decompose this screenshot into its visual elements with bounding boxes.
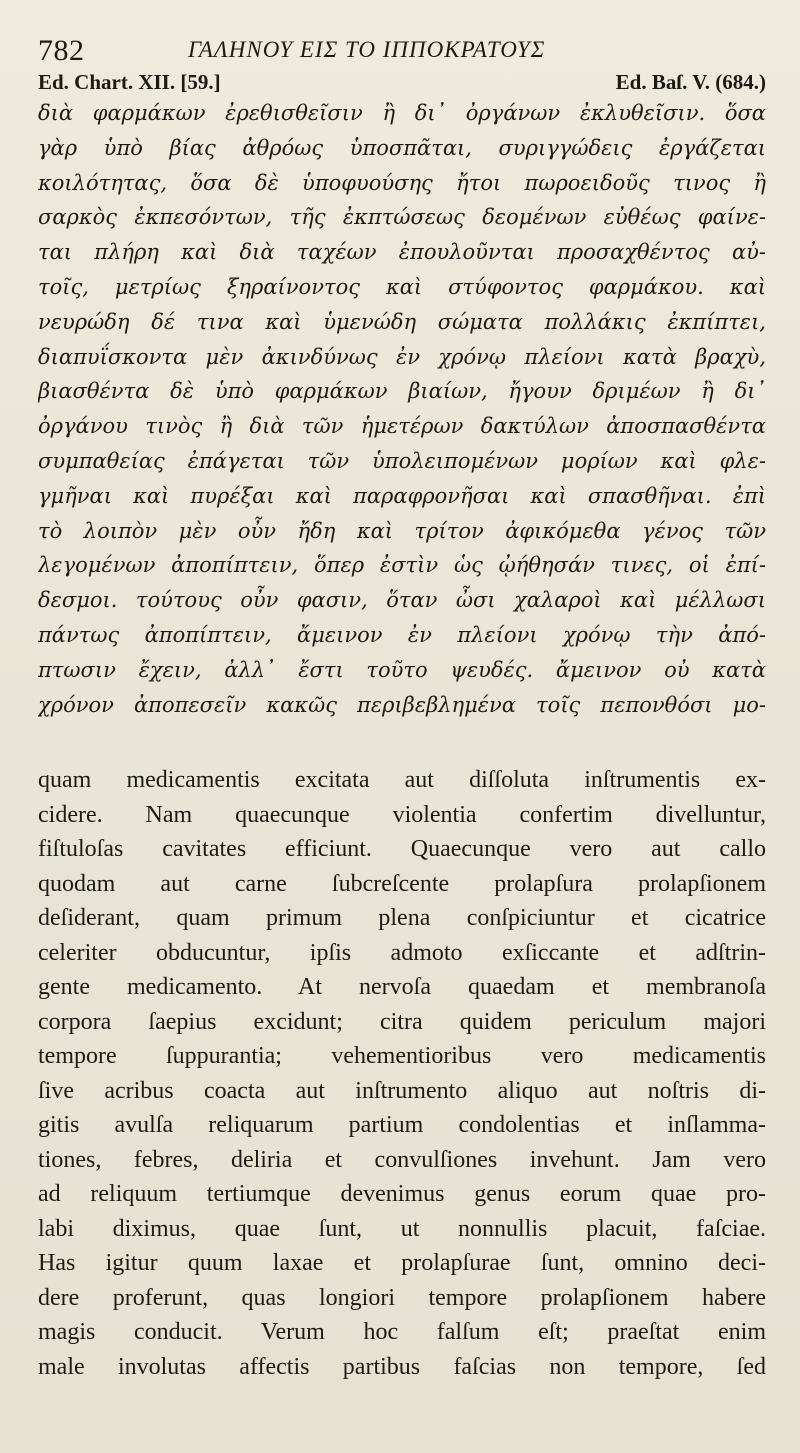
greek-line: γμῆναι καὶ πυρέξαι καὶ παραφρονῆσαι καὶ σπασθῆναι. ἐπὶ (38, 483, 766, 508)
greek-line: σαρκὸς ἐκπεσόντων, τῆς ἐκπτώσεως δεομένων εὐθέως φαίνε- (38, 205, 766, 230)
page-header (38, 28, 766, 68)
latin-line: labi diximus, quae ſunt, ut nonnullis placuit, faſciae. (38, 1215, 766, 1242)
greek-line: γὰρ ὑπὸ βίας ἀθρόως ὑποσπᾶται, συριγγώδεις ἐργάζεται (38, 135, 766, 160)
latin-line: magis conducit. Verum hoc falſum eſt; praeſtat enim (38, 1319, 766, 1346)
latin-line: tempore ſuppurantia; vehementioribus vero medicamentis (38, 1043, 766, 1070)
latin-line: male involutas affectis partibus faſcias non tempore, ſed (38, 1353, 766, 1380)
greek-line: ται πλήρη καὶ διὰ ταχέων ἐπουλοῦνται προσαχθέντος αὐ- (38, 240, 766, 265)
greek-line: πτωσιν ἔχειν, ἀλλ᾽ ἔστι τοῦτο ψευδές. ἄμεινον οὐ κατὰ (38, 657, 766, 682)
latin-line: quodam aut carne ſubcreſcente prolapſura prolapſionem (38, 870, 766, 897)
latin-line: gente medicamento. At nervoſa quaedam et membranoſa (38, 974, 766, 1001)
greek-line: ὀργάνου τινὸς ἢ διὰ τῶν ἡμετέρων δακτύλων ἀποσπασθέντα (38, 414, 766, 439)
greek-line: βιασθέντα δὲ ὑπὸ φαρμάκων βιαίων, ἤγουν δριμέων ἢ δι᾽ (38, 379, 766, 404)
latin-line: quam medicamentis excitata aut diſſoluta inſtrumentis ex- (38, 767, 766, 794)
page-number: 782 (38, 34, 85, 67)
latin-line: Has igitur quum laxae et prolapſurae ſunt, omnino deci- (38, 1250, 766, 1277)
latin-line: ad reliquum tertiumque devenimus genus eorum quae pro- (38, 1181, 766, 1208)
greek-line: διὰ φαρμάκων ἐρεθισθεῖσιν ἢ δι᾽ ὀργάνων ἐκλυθεῖσιν. ὅσα (38, 101, 766, 125)
edition-reference-basel: Ed. Baſ. V. (684.) (615, 70, 766, 94)
running-title: ΓΑΛΗΝΟΥ ΕΙΣ ΤΟ ΙΠΠΟΚΡΑΤΟΥΣ (188, 37, 546, 62)
greek-line: πάντως ἀποπίπτειν, ἄμεινον ἐν πλείονι χρόνῳ τὴν ἀπό- (38, 622, 766, 647)
latin-text-block (38, 763, 766, 1384)
edition-references (38, 68, 766, 96)
latin-line: fiſtuloſas cavitates efficiunt. Quaecunque vero aut callo (38, 836, 766, 863)
latin-line: ſive acribus coacta aut inſtrumento aliquo aut noſtris di- (38, 1077, 766, 1104)
edition-reference-chartier: Ed. Chart. XII. [59.] (38, 70, 221, 94)
greek-text-block (38, 96, 766, 722)
greek-line: χρόνον ἀποπεσεῖν κακῶς περιβεβλημένα τοῖς πεπονθόσι μο- (38, 692, 766, 717)
greek-line: δεσμοι. τούτους οὖν φασιν, ὅταν ὦσι χαλαροὶ καὶ μέλλωσι (38, 588, 766, 613)
latin-line: dere proferunt, quas longiori tempore prolapſionem habere (38, 1284, 766, 1311)
latin-line: cidere. Nam quaecunque violentia confertim divelluntur, (38, 801, 766, 828)
latin-line: deſiderant, quam primum plena conſpiciuntur et cicatrice (38, 905, 766, 932)
greek-line: κοιλότητας, ὅσα δὲ ὑποφυούσης ἤτοι πωροειδοῦς τινος ἢ (38, 170, 766, 195)
latin-line: tiones, febres, deliria et convulſiones invehunt. Jam vero (38, 1146, 766, 1173)
greek-line: τοῖς, μετρίως ξηραίνοντος καὶ στύφοντος φαρμάκου. καὶ (38, 274, 766, 299)
greek-line: τὸ λοιπὸν μὲν οὖν ἤδη καὶ τρίτον ἀφικόμεθα γένος τῶν (38, 518, 766, 543)
greek-line: συμπαθείας ἐπάγεται τῶν ὑπολειπομένων μορίων καὶ φλε- (38, 448, 766, 473)
greek-line: διαπυΐσκοντα μὲν ἀκινδύνως ἐν χρόνῳ πλείονι κατὰ βραχὺ, (38, 344, 766, 369)
greek-line: νευρώδη δέ τινα καὶ ὑμενώδη σώματα πολλάκις ἐκπίπτει, (38, 309, 766, 334)
latin-line: celeriter obducuntur, ipſis admoto exſiccante et adſtrin- (38, 939, 766, 966)
latin-line: corpora ſaepius excidunt; citra quidem periculum majori (38, 1008, 766, 1035)
greek-line: λεγομένων ἀποπίπτειν, ὅπερ ἐστὶν ὡς ᾠήθησάν τινες, οἱ ἐπί- (38, 553, 766, 578)
latin-line: gitis avulſa reliquarum partium condolentias et inſlamma- (38, 1112, 766, 1139)
